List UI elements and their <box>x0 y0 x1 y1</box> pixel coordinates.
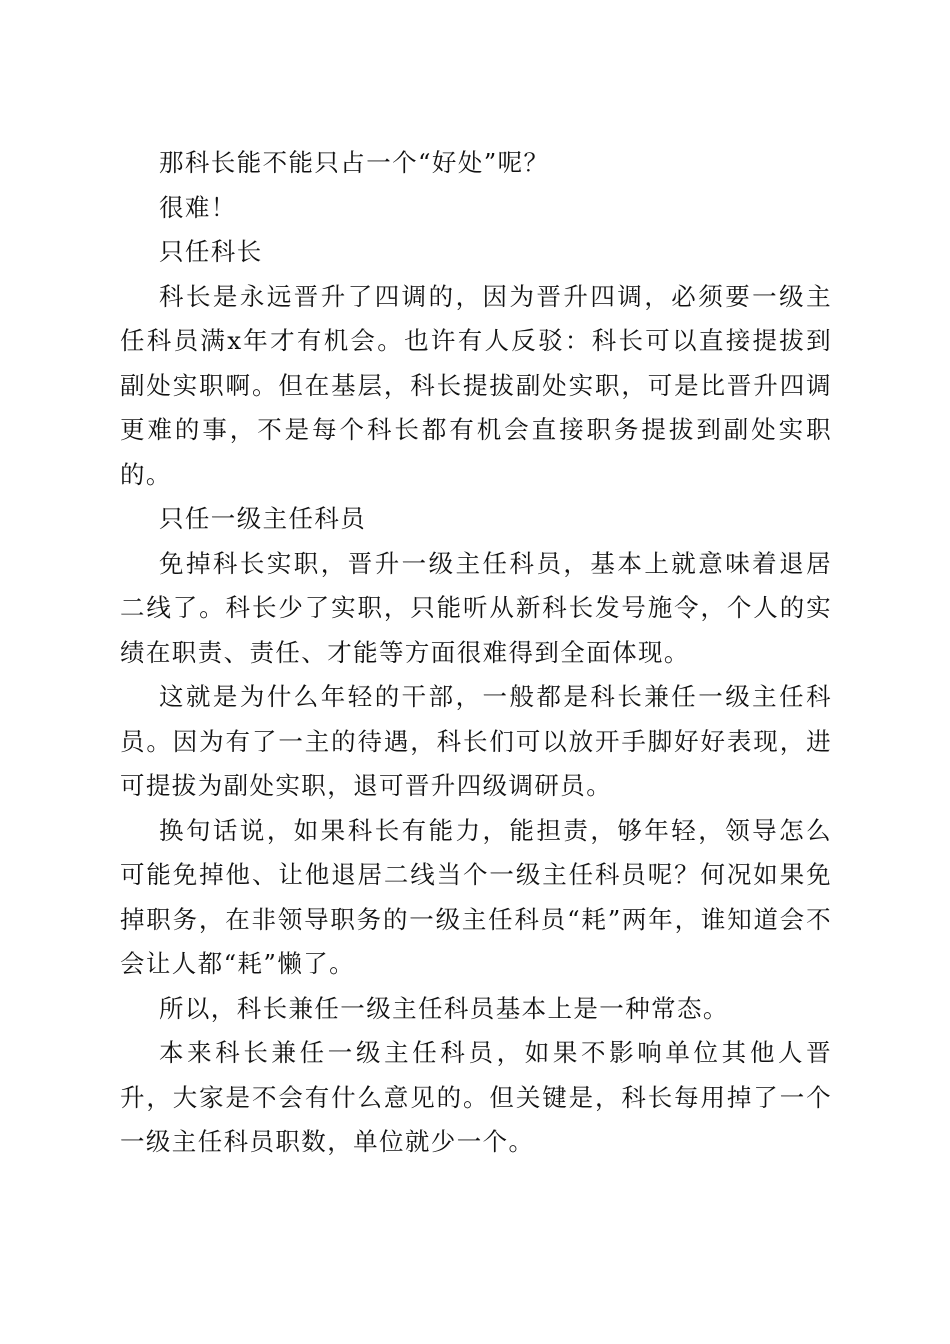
paragraph-young-cadres: 这就是为什么年轻的干部，一般都是科长兼任一级主任科员。因为有了一主的待遇，科长们可以放开手脚好好表现，进可提拔为副处实职，退可晋升四级调研员。 <box>120 682 832 800</box>
subheading-only-section-chief: 只任科长 <box>159 237 263 266</box>
paragraph-in-other-words: 换句话说，如果科长有能力，能担责，够年轻，领导怎么可能免掉他、让他退居二线当个一级主任科员呢？何况如果免掉职务，在非领导职务的一级主任科员“耗”两年，谁知道会不会让人都“耗”懒了。 <box>120 815 832 978</box>
paragraph-quota: 本来科长兼任一级主任科员，如果不影响单位其他人晋升，大家是不会有什么意见的。但关键是，科长每用掉了一个一级主任科员职数，单位就少一个。 <box>120 1038 832 1156</box>
paragraph-answer: 很难！ <box>159 192 237 222</box>
paragraph-only-principal-staff: 免掉科长实职，晋升一级主任科员，基本上就意味着退居二线了。科长少了实职，只能听从新科长发号施令，个人的实绩在职责、责任、才能等方面很难得到全面体现。 <box>120 548 832 667</box>
paragraph-question: 那科长能不能只占一个“好处”呢？ <box>159 148 550 177</box>
paragraph-conclusion: 所以，科长兼任一级主任科员基本上是一种常态。 <box>159 993 729 1023</box>
paragraph-only-section-chief: 科长是永远晋升了四调的，因为晋升四调，必须要一级主任科员满x年才有机会。也许有人反驳：科长可以直接提拔到副处实职啊。但在基层，科长提拔副处实职，可是比晋升四调更难的事，不是每个科长都有机会直接职务提拔到副处实职的。 <box>120 281 832 489</box>
document-body <box>120 141 832 1165</box>
subheading-only-principal-staff: 只任一级主任科员 <box>159 504 367 533</box>
